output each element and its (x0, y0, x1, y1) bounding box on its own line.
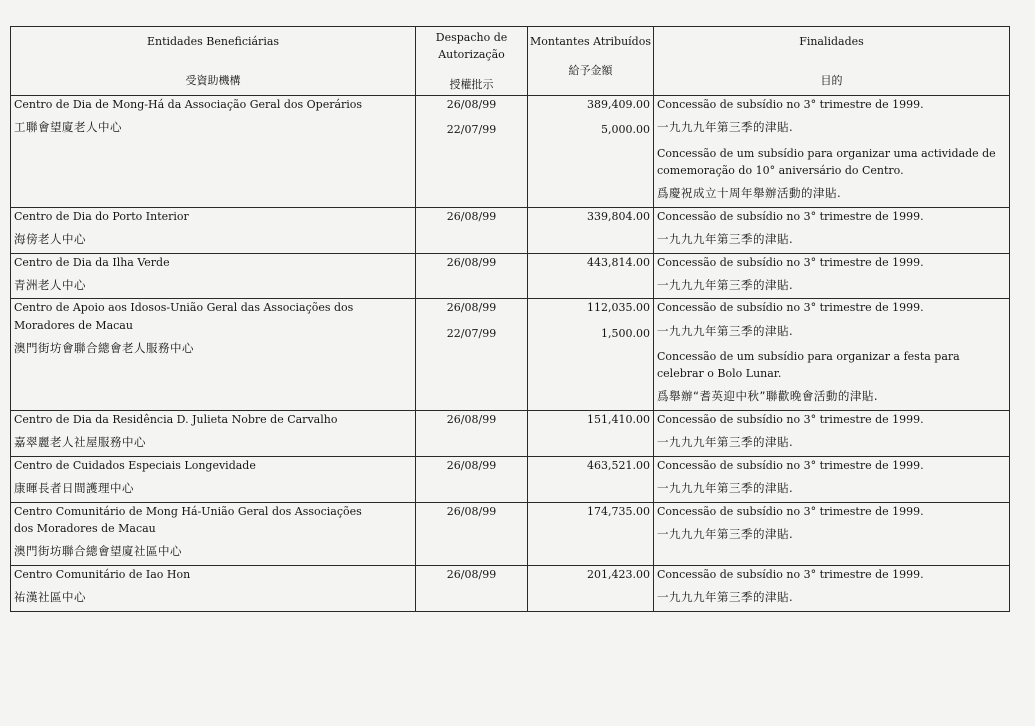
purpose-text-pt: Concessão de subsídio no 3° trimestre de 1999. (657, 98, 924, 111)
dispatch-date: 26/08/99 (446, 98, 497, 111)
purpose-text-zh: 一九九九年第三季的津貼. (657, 120, 794, 135)
dispatch-cell (416, 502, 528, 565)
entity-name-zh: 工聯會望廈老人中心 (14, 120, 122, 135)
entity-cell (11, 411, 416, 457)
purpose-text-zh: 一九九九年第三季的津貼. (657, 277, 794, 292)
amount-value: 389,409.00 (587, 98, 650, 111)
dispatch-date: 26/08/99 (446, 504, 497, 518)
amount-cell (528, 457, 654, 503)
amount-cell (528, 299, 654, 411)
purpose-cell (654, 207, 1010, 253)
dispatch-date: 26/08/99 (446, 459, 497, 473)
purpose-cell (654, 253, 1010, 299)
table-row (11, 207, 1010, 253)
dispatch-cell (416, 207, 528, 253)
header-dispatch-pt: Despacho de Autorização (435, 31, 508, 62)
dispatch-date: 22/07/99 (446, 326, 497, 340)
dispatch-cell (416, 96, 528, 208)
amount-cell (528, 207, 654, 253)
purpose-text-zh: 一九九九年第三季的津貼. (657, 481, 794, 496)
amount-cell (528, 502, 654, 565)
entity-name-pt: Centro de Dia da Residência D. Julieta Nobre de Carvalho (14, 413, 338, 427)
entity-name-zh: 海傍老人中心 (14, 231, 86, 246)
entity-name-zh: 澳門街坊聯合總會望廈社區中心 (14, 544, 182, 559)
entity-name-zh: 澳門街坊會聯合總會老人服務中心 (14, 340, 194, 355)
amount-cell (528, 565, 654, 611)
table-row (11, 96, 1010, 208)
dispatch-date: 26/08/99 (446, 301, 497, 315)
purpose-cell (654, 411, 1010, 457)
purpose-text-pt: Concessão de subsídio no 3° trimestre de 1999. (657, 504, 924, 518)
dispatch-cell (416, 565, 528, 611)
purpose-text-pt: Concessão de subsídio no 3° trimestre de 1999. (657, 301, 924, 315)
table-row (11, 565, 1010, 611)
header-dispatch-zh: 授權批示 (449, 77, 494, 91)
purpose-text-zh: 爲舉辦“耆英迎中秋”聯歡晚會活動的津貼. (657, 389, 879, 404)
table-row (11, 502, 1010, 565)
amount-value: 201,423.00 (587, 567, 650, 581)
table-row (11, 411, 1010, 457)
header-purpose (654, 27, 1010, 96)
entity-name-zh: 康暉長者日間護理中心 (14, 481, 134, 496)
amount-value: 1,500.00 (601, 326, 650, 340)
entity-name-zh: 青洲老人中心 (14, 277, 86, 292)
header-purpose-zh: 目的 (820, 74, 843, 87)
table-row (11, 299, 1010, 411)
dispatch-cell (416, 253, 528, 299)
purpose-text-pt: Concessão de subsídio no 3° trimestre de 1999. (657, 459, 924, 473)
amount-value: 463,521.00 (587, 459, 650, 473)
entity-name-pt: Centro de Apoio aos Idosos-União Geral das Associações dos Moradores de Macau (14, 301, 354, 332)
amount-value: 151,410.00 (587, 413, 650, 427)
entity-name-pt: Centro de Dia de Mong-Há da Associação Geral dos Operários (14, 98, 363, 111)
amount-cell (528, 411, 654, 457)
amount-value: 339,804.00 (587, 209, 650, 223)
purpose-cell (654, 502, 1010, 565)
header-amount (528, 27, 654, 96)
header-entity-pt: Entidades Beneficiárias (146, 34, 280, 48)
amount-cell (528, 96, 654, 208)
amount-value: 174,735.00 (587, 504, 650, 518)
header-entity-zh: 受資助機構 (185, 74, 241, 87)
purpose-text-zh: 一九九九年第三季的津貼. (657, 589, 794, 604)
dispatch-date: 22/07/99 (446, 123, 497, 137)
purpose-text-zh: 一九九九年第三季的津貼. (657, 323, 794, 338)
purpose-cell (654, 457, 1010, 503)
header-amount-pt: Montantes Atribuídos (529, 34, 651, 48)
entity-cell (11, 502, 416, 565)
entity-name-pt: Centro de Cuidados Especiais Longevidade (14, 459, 256, 473)
dispatch-date: 26/08/99 (446, 209, 497, 223)
header-entity (11, 27, 416, 96)
entity-name-pt: Centro de Dia do Porto Interior (14, 209, 189, 223)
purpose-text-zh: 爲慶祝成立十周年舉辦活動的津貼. (657, 185, 842, 200)
purpose-cell (654, 96, 1010, 208)
purpose-text-pt: Concessão de subsídio no 3° trimestre de 1999. (657, 255, 924, 269)
dispatch-cell (416, 457, 528, 503)
dispatch-date: 26/08/99 (446, 255, 497, 269)
amount-value: 443,814.00 (587, 255, 650, 269)
purpose-text-zh: 一九九九年第三季的津貼. (657, 231, 794, 246)
entity-name-zh: 祐漢社區中心 (14, 589, 86, 604)
header-dispatch (416, 27, 528, 96)
entity-cell (11, 457, 416, 503)
dispatch-date: 26/08/99 (446, 567, 497, 581)
purpose-text-zh: 一九九九年第三季的津貼. (657, 527, 794, 542)
purpose-text-pt: Concessão de subsídio no 3° trimestre de 1999. (657, 413, 924, 427)
entity-cell (11, 207, 416, 253)
entity-name-pt: Centro Comunitário de Iao Hon (14, 567, 191, 581)
purpose-text-pt: Concessão de subsídio no 3° trimestre de 1999. (657, 567, 924, 581)
purpose-text-pt: Concessão de um subsídio para organizar uma actividade de comemoração do 10° aniversário do Centro. (657, 146, 996, 177)
entity-cell (11, 299, 416, 411)
dispatch-cell (416, 299, 528, 411)
amount-value: 5,000.00 (601, 123, 650, 137)
table-row (11, 457, 1010, 503)
entity-name-pt: Centro Comunitário de Mong Há-União Geral dos Associações dos Moradores de Macau (14, 504, 362, 536)
amount-value: 112,035.00 (587, 301, 650, 315)
header-row (11, 27, 1010, 96)
dispatch-cell (416, 411, 528, 457)
subsidies-table (10, 26, 1010, 612)
table-body (11, 96, 1010, 612)
purpose-cell (654, 565, 1010, 611)
amount-cell (528, 253, 654, 299)
purpose-text-pt: Concessão de subsídio no 3° trimestre de 1999. (657, 209, 924, 223)
header-amount-zh: 給予金額 (568, 64, 613, 77)
entity-cell (11, 96, 416, 208)
purpose-text-pt: Concessão de um subsídio para organizar a festa para celebrar o Bolo Lunar. (657, 350, 960, 381)
entity-cell (11, 253, 416, 299)
header-purpose-pt: Finalidades (799, 34, 864, 48)
purpose-text-zh: 一九九九年第三季的津貼. (657, 435, 794, 450)
entity-name-pt: Centro de Dia da Ilha Verde (14, 255, 170, 269)
entity-name-zh: 嘉翠麗老人社屋服務中心 (14, 435, 146, 450)
purpose-cell (654, 299, 1010, 411)
table-row (11, 253, 1010, 299)
dispatch-date: 26/08/99 (446, 413, 497, 427)
entity-cell (11, 565, 416, 611)
